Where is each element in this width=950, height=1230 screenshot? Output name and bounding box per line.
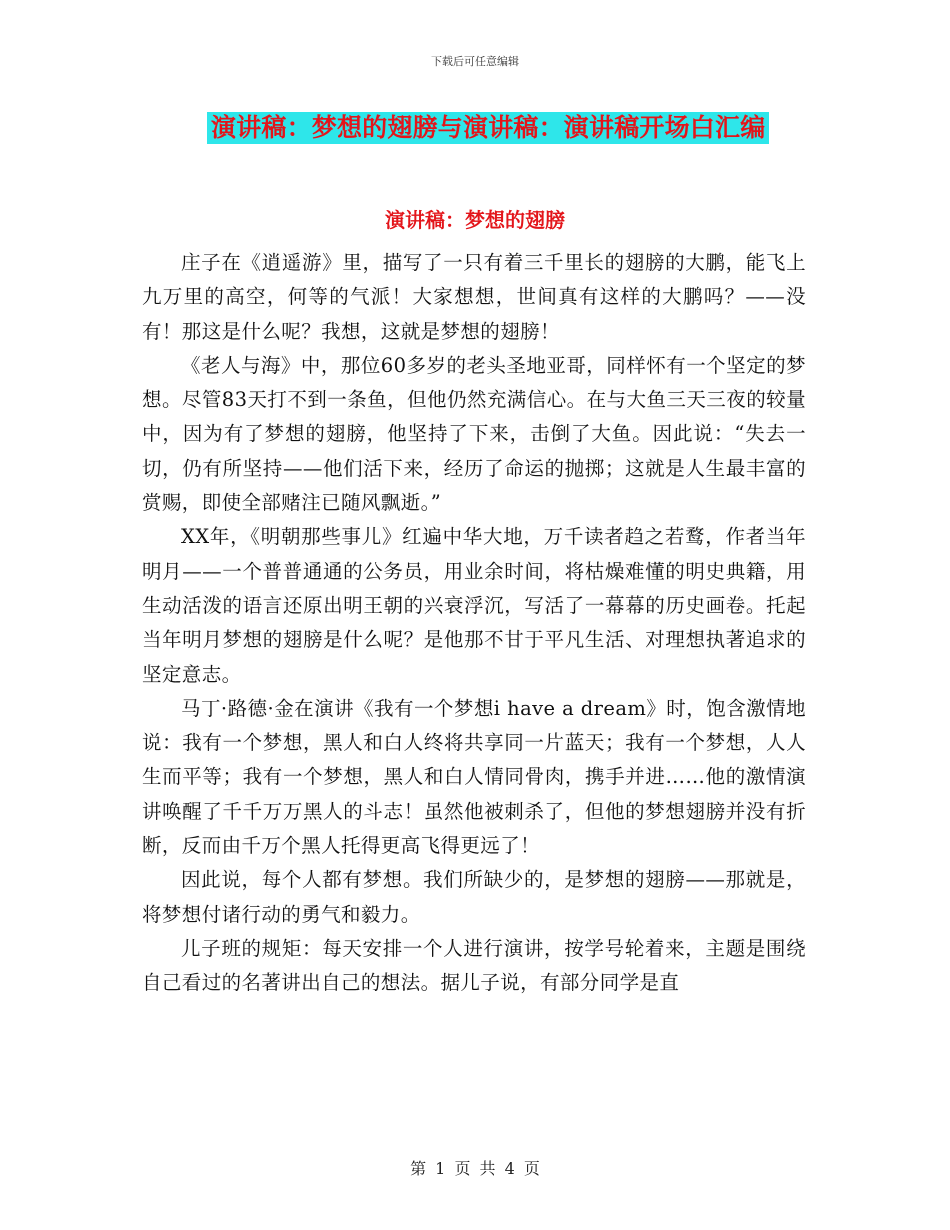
paragraph: 马丁·路德·金在演讲《我有一个梦想i have a dream》时，饱含激情地说：我有一个梦想，黑人和白人终将共享同一片蓝天；我有一个梦想，人人生而平等；我有一个梦想，黑人和白人情同骨肉，携手并进……他的激情演讲唤醒了千千万万黑人的斗志！虽然他被刺杀了，但他的梦想翅膀并没有折断，反而由千万个黑人托得更高飞得更远了！: [142, 696, 806, 858]
paragraph: XX年，《明朝那些事儿》红遍中华大地，万千读者趋之若鹜，作者当年明月——一个普普通通的公务员，用业余时间，将枯燥难懂的明史典籍，用生动活泼的语言还原出明王朝的兴衰浮沉，写活了一幕幕的历史画卷。托起当年明月梦想的翅膀是什么呢？是他那不甘于平凡生活、对理想执著追求的坚定意志。: [142, 525, 806, 686]
paragraph: 儿子班的规矩：每天安排一个人进行演讲，按学号轮着来，主题是围绕自己看过的名著讲出自己的想法。据儿子说，有部分同学是直: [142, 936, 806, 995]
paragraph: 庄子在《逍遥游》里，描写了一只有着三千里长的翅膀的大鹏，能飞上九万里的高空，何等的气派！大家想想，世间真有这样的大鹏吗？——没有！那这是什么呢？我想，这就是梦想的翅膀！: [142, 251, 806, 343]
document-title: 演讲稿：梦想的翅膀与演讲稿：演讲稿开场白汇编: [207, 112, 769, 144]
document-body: [142, 246, 806, 1001]
paragraph: 因此说，每个人都有梦想。我们所缺少的，是梦想的翅膀——那就是，将梦想付诸行动的勇气和毅力。: [142, 868, 806, 926]
section-title: 演讲稿：梦想的翅膀: [385, 208, 565, 232]
page-number: 第 1 页 共 4 页: [410, 1159, 540, 1178]
paragraph: 《老人与海》中，那位60多岁的老头圣地亚哥，同样怀有一个坚定的梦想。尽管83天打不到一条鱼，但他仍然充满信心。在与大鱼三天三夜的较量中，因为有了梦想的翅膀，他坚持了下来，击倒了大鱼。因此说：“失去一切，仍有所坚持——他们活下来，经历了命运的抛掷；这就是人生最丰富的赏赐，即使全部赌注已随风飘逝。”: [142, 353, 806, 515]
page-header-note: 下载后可任意编辑: [431, 55, 519, 68]
